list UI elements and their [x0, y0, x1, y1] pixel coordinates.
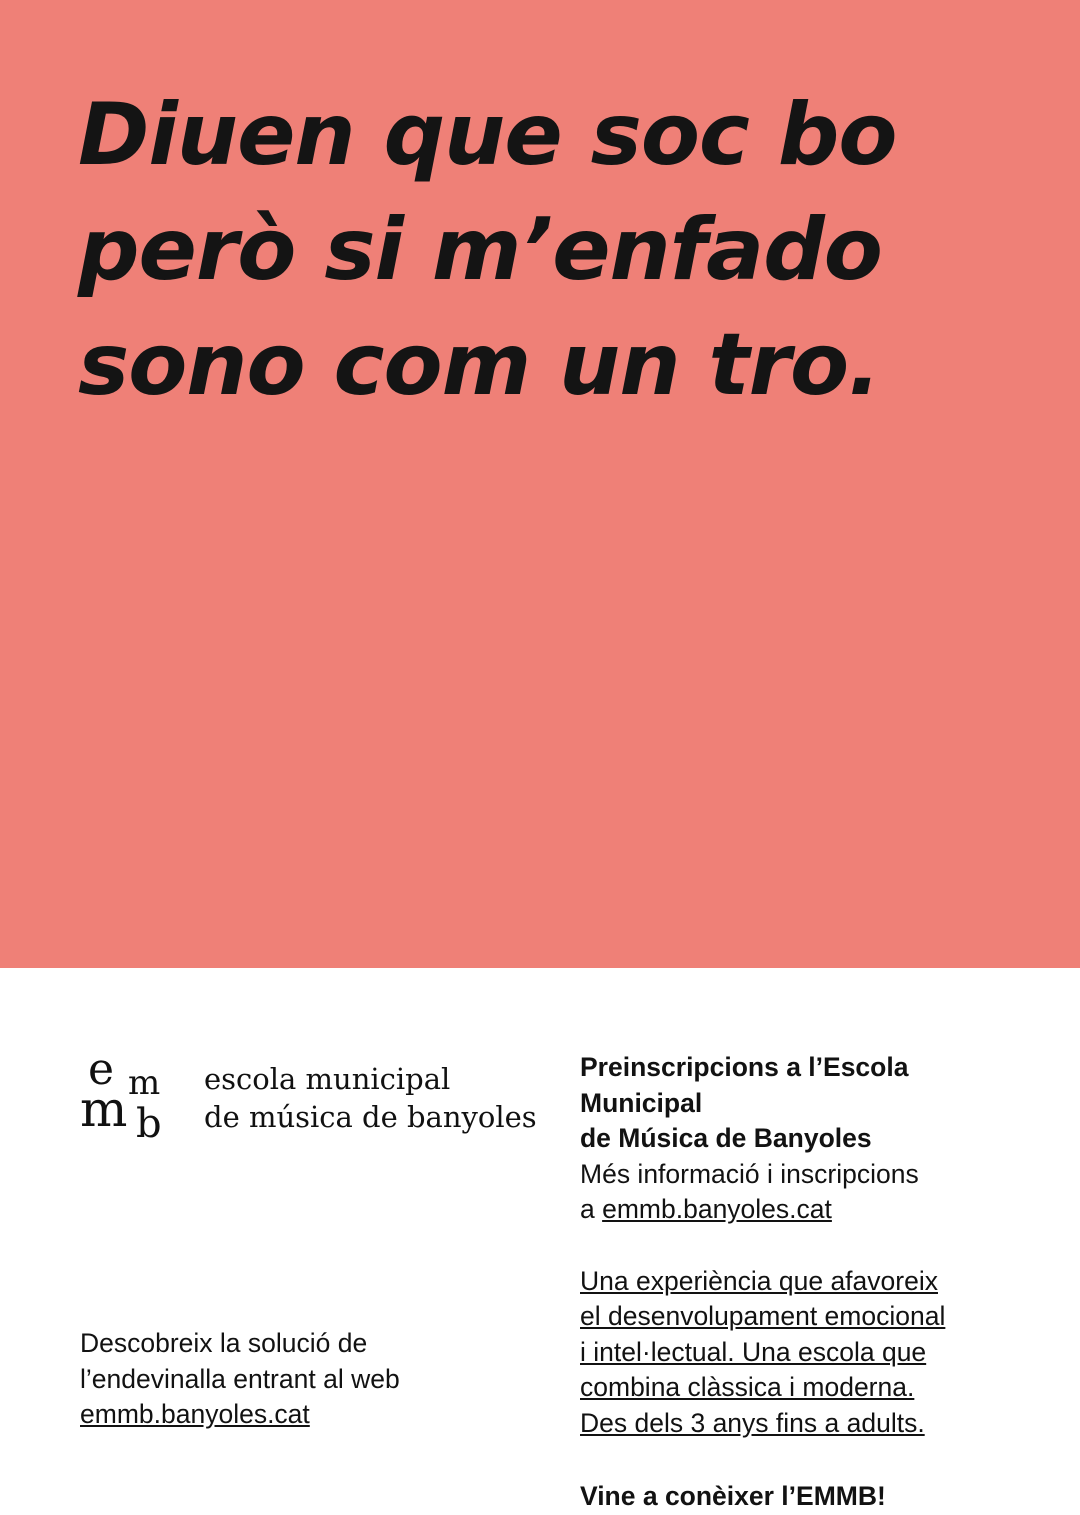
- info-title-line-1: Preinscripcions a l’Escola Municipal: [580, 1052, 909, 1118]
- info-description-line-5: Des dels 3 anys fins a adults.: [580, 1407, 925, 1438]
- solution-note: [80, 1326, 400, 1433]
- footer-panel: [0, 968, 1080, 1511]
- school-logo: [80, 1046, 537, 1151]
- solution-note-line-1: Descobreix la solució de: [80, 1328, 368, 1358]
- info-description-line-4: combina clàssica i moderna.: [580, 1372, 915, 1402]
- riddle-line-1: Diuen que soc bo: [78, 85, 897, 185]
- info-more-prefix: a: [580, 1194, 603, 1224]
- info-more-line-1: Més informació i inscripcions: [580, 1158, 919, 1189]
- monogram-letter-m-large: m: [80, 1080, 128, 1138]
- info-title-line-2: de Música de Banyoles: [580, 1123, 872, 1153]
- info-more-link[interactable]: emmb.banyoles.cat: [602, 1194, 832, 1224]
- solution-note-link[interactable]: emmb.banyoles.cat: [80, 1399, 310, 1429]
- solution-note-line-2: l’endevinalla entrant al web: [80, 1363, 400, 1394]
- monogram-letter-e: e: [88, 1044, 115, 1095]
- emmb-monogram-icon: [80, 1046, 190, 1151]
- riddle-line-3: sono com un tro.: [78, 315, 880, 416]
- info-column: [580, 1050, 1020, 1515]
- info-more: [580, 1157, 1020, 1228]
- info-description-line-3: i intel·lectual. Una escola que: [580, 1336, 927, 1367]
- monogram-letter-m-small: m: [128, 1063, 161, 1103]
- school-name: [204, 1061, 537, 1135]
- monogram-letter-b: b: [136, 1101, 162, 1147]
- riddle-text: [78, 78, 1018, 424]
- school-name-line-2: de música de banyoles: [204, 1099, 537, 1134]
- info-title: [580, 1050, 1020, 1157]
- info-description-line-2: el desenvolupament emocional: [580, 1301, 946, 1331]
- info-description: [580, 1264, 1020, 1442]
- info-cta: Vine a conèixer l’EMMB!: [580, 1481, 886, 1511]
- info-description-line-1: Una experiència que afavoreix: [580, 1265, 938, 1296]
- school-name-line-1: escola municipal: [204, 1062, 451, 1097]
- riddle-line-2: però si m’enfado: [78, 200, 882, 301]
